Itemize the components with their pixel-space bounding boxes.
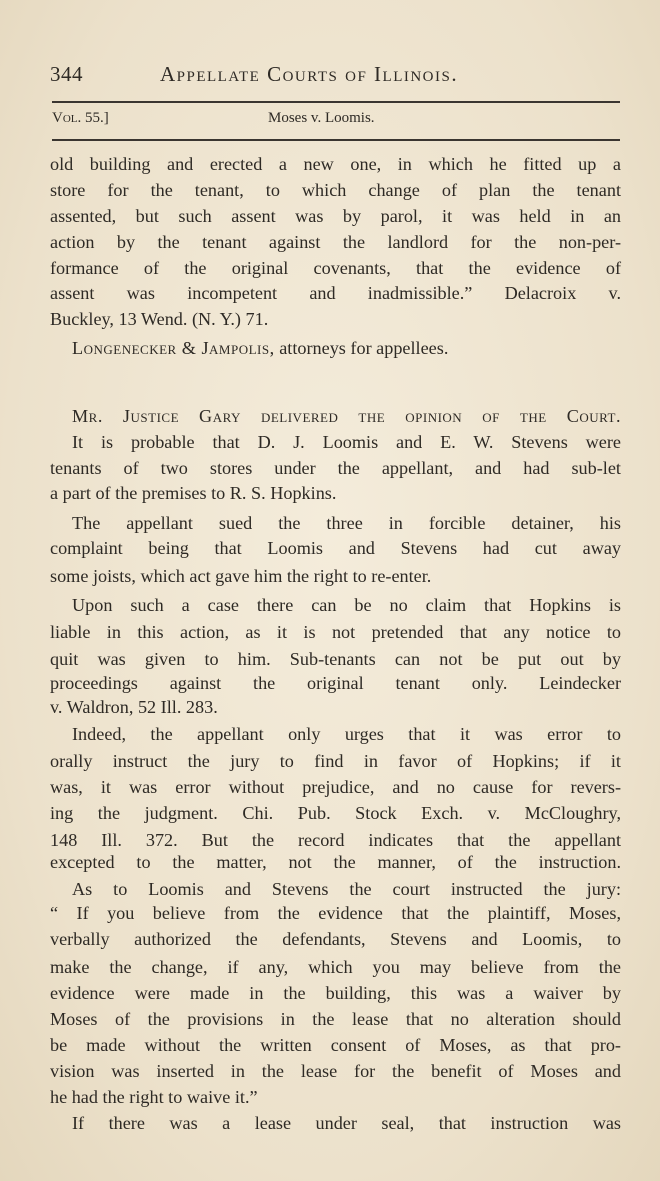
text-line: It is probable that D. J. Loomis and E. W. Stevens were xyxy=(72,432,621,452)
text-line: be made without the written consent of Moses, as that pro- xyxy=(50,1035,621,1055)
text-line: evidence were made in the building, this was a waiver by xyxy=(50,983,621,1003)
text-line: Upon such a case there can be no claim that Hopkins is xyxy=(72,595,621,615)
running-title: Appellate Courts of Illinois. xyxy=(160,62,459,86)
text-line: “ If you believe from the evidence that the plaintiff, Moses, xyxy=(50,903,621,923)
text-line: 148 Ill. 372. But the record indicates that the appellant xyxy=(50,830,621,850)
text-line: tenants of two stores under the appellant, and had sub-let xyxy=(50,458,621,478)
text-line: verbally authorized the defendants, Stevens and Loomis, to xyxy=(50,929,621,949)
text-line: was, it was error without prejudice, and no cause for revers- xyxy=(50,777,621,797)
text-line: orally instruct the jury to find in favor of Hopkins; if it xyxy=(50,751,621,771)
text-line: Indeed, the appellant only urges that it was error to xyxy=(72,724,621,744)
text-line: old building and erected a new one, in which he fitted up a xyxy=(50,154,621,174)
text-line: assent was incompetent and inadmissible.” Delacroix v. xyxy=(50,283,621,303)
text-line: As to Loomis and Stevens the court instructed the jury: xyxy=(72,879,621,899)
text-line: Mr. Justice Gary delivered the opinion of the Court. xyxy=(72,406,621,426)
text-line: he had the right to waive it.” xyxy=(50,1087,258,1107)
text-line: liable in this action, as it is not pretended that any notice to xyxy=(50,622,621,642)
text-line: store for the tenant, to which change of plan the tenant xyxy=(50,180,621,200)
text-line: v. Waldron, 52 Ill. 283. xyxy=(50,697,218,717)
volume-label: Vol. 55.] xyxy=(52,110,109,126)
attorney-names: Longenecker & Jampolis, xyxy=(72,338,275,358)
text-line: a part of the premises to R. S. Hopkins. xyxy=(50,483,337,503)
text-line: If there was a lease under seal, that instruction was xyxy=(72,1113,621,1133)
text-line: excepted to the matter, not the manner, of the instruction. xyxy=(50,852,621,872)
header-rule-bottom xyxy=(52,139,620,141)
text-line: make the change, if any, which you may believe from the xyxy=(50,957,621,977)
text-line: proceedings against the original tenant only. Leindecker xyxy=(50,673,621,693)
case-name: Moses v. Loomis. xyxy=(268,110,375,126)
text-line: quit was given to him. Sub-tenants can not be put out by xyxy=(50,649,621,669)
text-line: assented, but such assent was by parol, it was held in an xyxy=(50,206,621,226)
header-rule-top xyxy=(52,101,620,103)
text-line: Longenecker & Jampolis, attorneys for appellees. xyxy=(72,338,449,358)
text-line: The appellant sued the three in forcible detainer, his xyxy=(72,513,621,533)
text-line: ing the judgment. Chi. Pub. Stock Exch. v. McCloughry, xyxy=(50,803,621,823)
text-line: vision was inserted in the lease for the benefit of Moses and xyxy=(50,1061,621,1081)
text-line: action by the tenant against the landlord for the non-per- xyxy=(50,232,621,252)
text-line: complaint being that Loomis and Stevens had cut away xyxy=(50,538,621,558)
text-line: Moses of the provisions in the lease that no alteration should xyxy=(50,1009,621,1029)
text-line: Buckley, 13 Wend. (N. Y.) 71. xyxy=(50,309,269,329)
text-line: some joists, which act gave him the right to re-enter. xyxy=(50,566,432,586)
text-line: formance of the original covenants, that the evidence of xyxy=(50,258,621,278)
page-number: 344 xyxy=(50,62,83,86)
